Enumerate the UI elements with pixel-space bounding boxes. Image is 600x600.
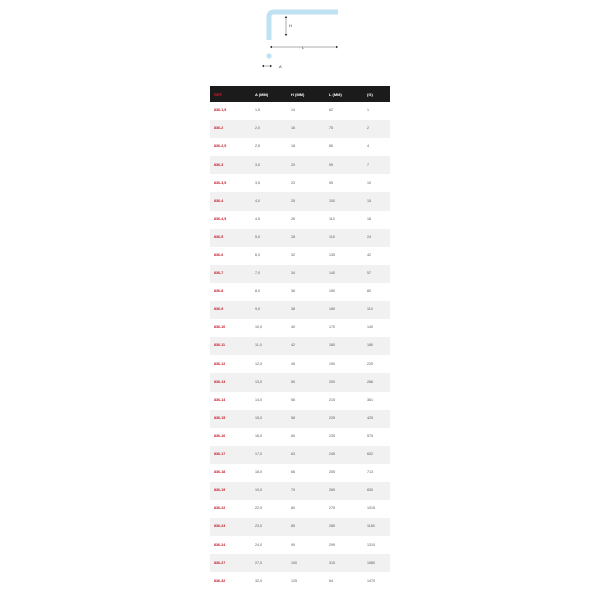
cell-ref: 836-2 [210,120,251,138]
cell-ref: 836-11 [210,337,251,355]
cell-l: 275 [329,506,335,511]
cell-ref: 836-15 [210,410,251,428]
cell-a: 11,0 [251,337,287,355]
cell-ref: 836-32 [214,578,226,583]
cell-weight: 575 [367,433,373,438]
cell-a: 3,5 [255,180,260,185]
cell-l: 95 [325,156,363,174]
cell-h: 56 [291,397,295,402]
table-row [210,355,390,373]
cell-weight: 2 [363,120,390,138]
cell-ref: 836-13 [210,373,251,391]
header-h: H (MM) [287,86,325,102]
cell-ref: 836-3,5 [214,180,227,185]
table-row [210,392,390,410]
cell-a: 2,5 [255,144,260,149]
cell-a: 24,0 [255,542,262,547]
cell-h: 85 [287,518,325,536]
table-header-row [210,86,390,102]
cell-ref: 836-2,5 [214,144,227,149]
cell-ref: 836-12 [214,361,226,366]
table-row [210,265,390,283]
hex-key-diagram [258,6,348,72]
cell-a: 10,0 [255,325,262,330]
cell-a: 1,5 [255,108,260,113]
cell-a: 18,0 [255,470,262,475]
cell-l: 64 [329,578,333,583]
cell-weight: 602 [363,446,390,464]
cell-a: 17,0 [251,446,287,464]
table-row [210,102,390,120]
table-row [210,446,390,464]
cell-h: 38 [287,301,325,319]
cell-h: 34 [287,265,325,283]
table-row [210,229,390,247]
cell-h: 16 [287,120,325,138]
cell-ref: 836-7 [210,265,251,283]
cell-l: 190 [329,361,335,366]
cell-ref: 836-16 [214,433,226,438]
cell-ref: 836-22 [214,506,226,511]
cell-a: 9,0 [251,301,287,319]
cell-weight: 15 [363,192,390,210]
cell-l: 100 [325,192,363,210]
table-row [210,518,390,536]
header-ref: REF. [210,86,251,102]
l-arrow-right-icon [336,46,338,48]
cell-h: 25 [287,192,325,210]
cell-a: 5,0 [251,229,287,247]
cell-h: 40 [291,325,295,330]
hex-section-icon [266,53,271,58]
cell-l: 110 [329,216,335,221]
cell-l: 115 [325,229,363,247]
table-row [210,500,390,518]
cell-a: 7,0 [251,265,287,283]
table-row [210,211,390,229]
cell-a: 13,0 [251,373,287,391]
cell-weight: 830 [363,482,390,500]
cell-h: 36 [291,289,295,294]
cell-h: 70 [287,482,325,500]
cell-weight: 1 [367,108,369,113]
cell-a: 6,0 [255,253,260,257]
table-row [210,482,390,500]
cell-l: 255 [329,470,335,475]
cell-weight: 180 [363,337,390,355]
table-row [210,373,390,391]
cell-ref: 836-10 [214,325,226,330]
table-row [210,301,390,319]
cell-l: 265 [325,482,363,500]
cell-h: 14 [291,108,295,113]
cell-a: 22,0 [255,506,262,511]
cell-weight: 1470 [367,578,375,583]
table-row [210,174,390,192]
cell-h: 26 [291,216,295,221]
cell-ref: 836-5 [210,229,251,247]
cell-h: 58 [287,410,325,428]
cell-weight: 1310 [367,542,375,547]
table-row [210,247,390,265]
cell-weight: 24 [363,229,390,247]
cell-h: 50 [287,373,325,391]
cell-a: 8,0 [255,289,260,294]
table-row [210,319,390,337]
table-row [210,410,390,428]
cell-l: 245 [325,446,363,464]
table-row [210,572,390,590]
table-row [210,138,390,156]
cell-ref: 836-27 [210,554,251,572]
cell-a: 27,0 [251,554,287,572]
cell-l: 95 [329,180,333,185]
cell-ref: 836-4 [210,192,251,210]
cell-weight: 10 [367,180,371,185]
cell-l: 299 [329,542,335,547]
cell-a: 2,0 [251,120,287,138]
cell-h: 28 [287,229,325,247]
cell-l: 225 [325,410,363,428]
cell-l: 62 [329,108,333,113]
header-weight: (G) [363,86,390,102]
cell-weight: 42 [367,253,371,257]
cell-ref: 836-3 [210,156,251,174]
cell-a: 4,5 [255,216,260,221]
cell-weight: 286 [363,373,390,391]
cell-ref: 836-19 [210,482,251,500]
cell-ref: 836-4,5 [214,216,227,221]
cell-a: 4,0 [251,192,287,210]
table-row [210,536,390,554]
spec-table [210,86,390,591]
cell-weight: 18 [367,216,371,221]
l-label: L [302,45,305,50]
cell-weight: 140 [367,325,373,330]
cell-h: 66 [291,470,295,475]
cell-ref: 836-1,5 [214,108,227,113]
cell-ref: 836-9 [210,301,251,319]
hex-key-shape [269,12,338,40]
cell-weight: 4 [367,144,369,149]
cell-l: 140 [325,265,363,283]
cell-l: 180 [325,337,363,355]
h-label: H [289,23,292,28]
cell-h: 23 [291,180,295,185]
cell-a: 32,0 [255,578,262,583]
table-body [210,102,390,591]
cell-weight: 80 [367,289,371,294]
a-arrow-right-icon [270,65,272,67]
table-row [210,156,390,174]
cell-l: 215 [329,397,335,402]
a-arrow-left-icon [262,65,264,67]
cell-weight: 57 [363,265,390,283]
cell-ref: 836-23 [210,518,251,536]
cell-l: 170 [329,325,335,330]
cell-l: 235 [329,433,335,438]
cell-weight: 1580 [363,554,390,572]
cell-h: 125 [291,578,297,583]
cell-h: 80 [291,506,295,511]
cell-h: 100 [287,554,325,572]
header-l: L (MM) [325,86,363,102]
cell-ref: 836-18 [214,470,226,475]
table-row [210,464,390,482]
cell-a: 16,0 [255,433,262,438]
cell-h: 32 [291,253,295,257]
table-row [210,554,390,572]
cell-h: 20 [287,156,325,174]
cell-weight: 7 [363,156,390,174]
cell-h: 42 [287,337,325,355]
table-row [210,428,390,446]
cell-weight: 361 [367,397,373,402]
table-row [210,283,390,301]
cell-h: 60 [291,433,295,438]
cell-l: 200 [325,373,363,391]
cell-h: 45 [291,361,295,366]
cell-ref: 836-17 [210,446,251,464]
cell-l: 160 [325,301,363,319]
l-arrow-left-icon [270,46,272,48]
cell-h: 63 [287,446,325,464]
cell-weight: 110 [363,301,390,319]
a-label: A [279,64,282,69]
cell-a: 12,0 [255,361,262,366]
cell-ref: 836-24 [214,542,226,547]
cell-h: 90 [291,542,295,547]
cell-a: 3,0 [251,156,287,174]
cell-a: 23,0 [251,518,287,536]
header-a: A (MM) [251,86,287,102]
cell-weight: 225 [367,361,373,366]
cell-a: 15,0 [251,410,287,428]
table-row [210,337,390,355]
cell-l: 150 [329,289,335,294]
cell-l: 285 [325,518,363,536]
cell-a: 14,0 [255,397,262,402]
h-arrow-bottom-icon [285,34,287,36]
cell-weight: 713 [367,470,373,475]
cell-ref: 836-8 [214,289,224,294]
cell-l: 75 [325,120,363,138]
cell-l: 85 [329,144,333,149]
cell-a: 19,0 [251,482,287,500]
cell-ref: 836-6 [214,253,224,257]
table-row [210,120,390,138]
cell-l: 135 [329,253,335,257]
cell-weight: 1160 [363,518,390,536]
cell-ref: 836-14 [214,397,226,402]
cell-weight: 425 [363,410,390,428]
cell-l: 315 [325,554,363,572]
h-arrow-top-icon [285,16,287,18]
cell-h: 18 [291,144,295,149]
cell-weight: 1015 [367,506,375,511]
table-row [210,192,390,210]
